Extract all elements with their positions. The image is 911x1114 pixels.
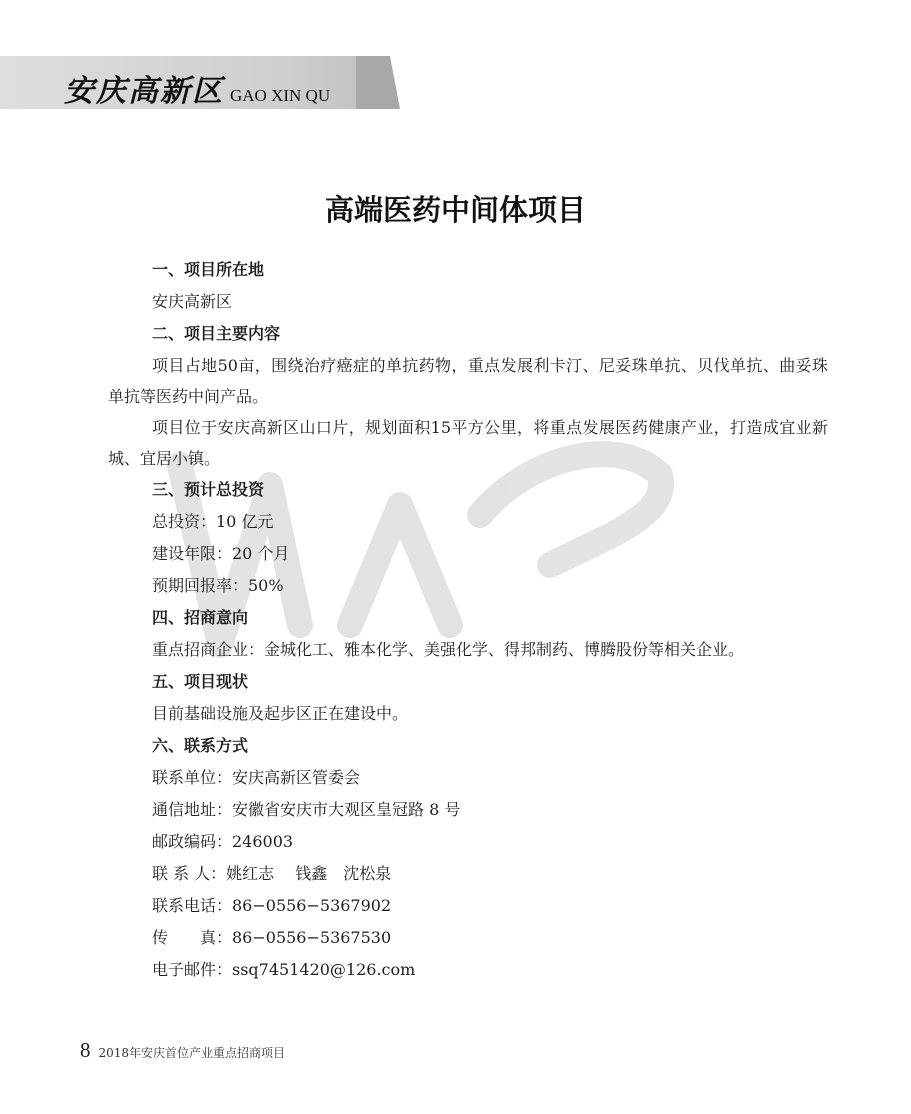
header-title (64, 66, 331, 109)
contact-persons: 联 系 人：姚红志 钱鑫 沈松泉 (152, 864, 392, 883)
contact-address: 通信地址：安徽省安庆市大观区皇冠路 8 号 (152, 800, 461, 819)
investment-total: 总投资：10 亿元 (152, 512, 274, 531)
section-heading-location: 一、项目所在地 (152, 260, 265, 279)
header-accent-bar (356, 56, 400, 109)
contact-phone: 联系电话：86−0556−5367902 (152, 896, 392, 915)
investment-period: 建设年限：20 个月 (152, 544, 290, 563)
contact-postcode: 邮政编码：246003 (152, 832, 294, 851)
page-footer (80, 1038, 285, 1063)
header-title-en: GAO XIN QU (230, 86, 331, 105)
section-heading-status: 五、项目现状 (152, 672, 249, 691)
location-text: 安庆高新区 (152, 292, 233, 311)
intent-text: 重点招商企业：金城化工、雅本化学、美强化学、得邦制药、博腾股份等相关企业。 (152, 640, 745, 659)
contact-fax: 传 真：86−0556−5367530 (152, 928, 392, 947)
section-heading-intent: 四、招商意向 (152, 608, 249, 627)
document-body (108, 254, 828, 986)
status-text: 目前基础设施及起步区正在建设中。 (152, 704, 409, 723)
section-heading-contact: 六、联系方式 (152, 736, 249, 755)
document-title: 高端医药中间体项目 (324, 193, 586, 227)
footer-text: 2018年安庆首位产业重点招商项目 (98, 1046, 286, 1060)
contact-email: 电子邮件：ssq7451420@126.com (152, 960, 416, 979)
investment-return: 预期回报率：50% (152, 576, 284, 595)
content-paragraph-2: 项目位于安庆高新区山口片，规划面积15平方公里，将重点发展医药健康产业，打造成宜业新城、宜居小镇。 (108, 418, 828, 468)
section-heading-investment: 三、预计总投资 (152, 480, 265, 499)
header-title-cn: 安庆高新区 (64, 74, 224, 109)
section-heading-content: 二、项目主要内容 (152, 324, 281, 343)
page-number: 8 (80, 1038, 91, 1062)
contact-unit: 联系单位：安庆高新区管委会 (152, 768, 361, 787)
content-paragraph-1: 项目占地50亩，围绕治疗癌症的单抗药物，重点发展利卡汀、尼妥珠单抗、贝伐单抗、曲妥珠单抗等医药中间产品。 (108, 356, 828, 406)
